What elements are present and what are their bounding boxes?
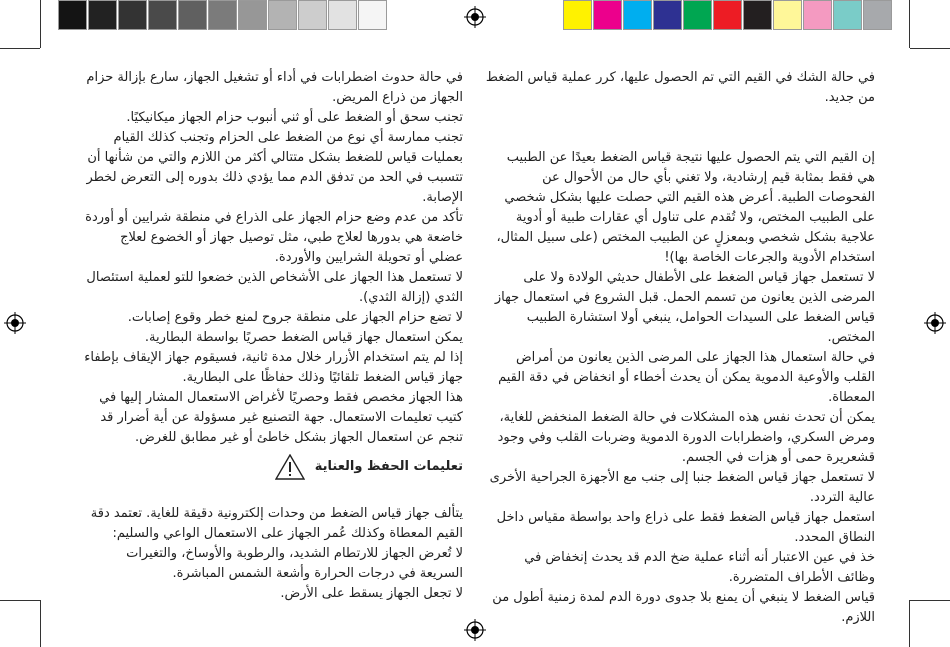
left-text-column <box>83 68 463 604</box>
crop-mark <box>909 600 910 647</box>
grayscale-calibration-strip <box>58 0 388 34</box>
color-swatch <box>148 0 177 30</box>
paragraph: في حالة حدوث اضطرابات في أداء أو تشغيل الجهاز، سارع بإزالة حزام الجهاز من ذراع المريض. <box>86 70 463 105</box>
crop-mark <box>909 0 910 48</box>
crop-mark <box>910 600 950 601</box>
right-text-column <box>485 68 875 628</box>
color-swatch <box>298 0 327 30</box>
paragraph: لا تستعمل جهاز قياس الضغط جنبا إلى جنب مع الأجهزة الجراحية الأخرى عالية التردد. <box>489 470 875 505</box>
paragraph: تأكد من عدم وضع حزام الجهاز على الذراع في منطقة شرايين أو أوردة خاضعة هي بدورها لعلاج طبي، مثل توصيل جهاز أو الخضوع لعلاج عضلي أو تحويلة الشرايين والأوردة. <box>85 210 463 265</box>
color-swatch <box>358 0 387 30</box>
color-swatch <box>833 0 862 30</box>
care-section-heading <box>83 454 463 480</box>
registration-mark-icon <box>4 312 26 334</box>
crop-mark <box>910 48 950 49</box>
paragraph: لا تجعل الجهاز يسقط على الأرض. <box>280 586 463 601</box>
color-swatch <box>328 0 357 30</box>
paragraph: هذا الجهاز مخصص فقط وحصريًا لأغراض الاستعمال المشار إليها في كتيب تعليمات الاستعمال. جهة التصنيع غير مسؤولة عن أية أضرار قد تنجم عن استعمال الجهاز بشكل خاطئ أو غير مطابق للغرض. <box>99 390 463 445</box>
paragraph: يمكن أن تحدث نفس هذه المشكلات في حالة الضغط المنخفض للغاية، ومرض السكري، واضطرابات الدورة الدموية وضربات القلب وفي وجود قشعريرة حمى أو هزات في الجسم. <box>497 410 875 465</box>
color-swatch <box>563 0 592 30</box>
paragraph: لا تُعرض الجهاز للارتطام الشديد، والرطوبة والأوساخ، والتغيرات السريعة في درجات الحرارة وأشعة الشمس المباشرة. <box>126 546 463 581</box>
color-swatch <box>268 0 297 30</box>
paragraph: تجنب ممارسة أي نوع من الضغط على الحزام وتجنب كذلك القيام بعمليات قياس للضغط بشكل متتالي أكثر من اللازم والتي من شأنها أن تتسبب في الحد من تدفق الدم مما يؤدي ذلك بدوره إلى التعرض لخطر الإصابة. <box>86 130 463 205</box>
color-swatch <box>88 0 117 30</box>
color-swatch <box>743 0 772 30</box>
registration-mark-icon <box>464 619 486 641</box>
color-swatch <box>208 0 237 30</box>
color-calibration-strip <box>563 0 893 34</box>
color-swatch <box>863 0 892 30</box>
color-swatch <box>593 0 622 30</box>
crop-mark <box>0 48 40 49</box>
paragraph: استعمل جهاز قياس الضغط فقط على ذراع واحد بواسطة مقياس داخل النطاق المحدد. <box>496 510 875 545</box>
paragraph: يمكن استعمال جهاز قياس الضغط حصريًا بواسطة البطارية. <box>144 330 463 345</box>
section-title: تعليمات الحفظ والعناية <box>314 459 463 474</box>
crop-mark <box>40 600 41 647</box>
color-swatch <box>623 0 652 30</box>
paragraph: خذ في عين الاعتبار أنه أثناء عملية ضخ الدم قد يحدث إنخفاض في وظائف الأطراف المتضررة. <box>524 550 875 585</box>
color-swatch <box>653 0 682 30</box>
paragraph: قياس الضغط لا ينبغي أن يمنع بلا جدوى دورة الدم لمدة زمنية أطول من اللازم. <box>492 590 875 625</box>
color-swatch <box>803 0 832 30</box>
paragraph: لا تستعمل جهاز قياس الضغط على الأطفال حديثي الولادة ولا على المرضى الذين يعانون من تسمم الحمل. قبل الشروع في استعمال جهاز قياس الضغط على السيدات الحوامل، ينبغي أولا استشارة الطبيب المختص. <box>494 270 875 345</box>
paragraph: لا تضع حزام الجهاز على منطقة جروح لمنع خطر وقوع إصابات. <box>127 310 463 325</box>
color-swatch <box>238 0 267 30</box>
color-swatch <box>683 0 712 30</box>
color-swatch <box>58 0 87 30</box>
paragraph: في حالة الشك في القيم التي تم الحصول عليها، كرر عملية قياس الضغط من جديد. <box>485 70 875 105</box>
paragraph: يتألف جهاز قياس الضغط من وحدات إلكترونية دقيقة للغاية. تعتمد دقة القيم المعطاة وكذلك عُمر الجهاز على الاستعمال الواعي والسليم: <box>90 506 463 541</box>
paragraph: إن القيم التي يتم الحصول عليها نتيجة قياس الضغط بعيدًا عن الطبيب هي فقط بمثابة قيم إرشادية، ولا تغني بأي حال من الأحوال عن الفحوصات الطبية. أعرض هذه القيم التي حصلت عليها بشكل شخصي على الطبيب المختص، ولا تُقدم على تناول أي عقارات طبية أو أدوية علاجية بشكل شخصي وبمعزلٍ عن الطبيب المختص (على سبيل المثال، استخدام الأدوية والجرعات الخاصة بها)! <box>496 150 875 265</box>
paragraph: في حالة استعمال هذا الجهاز على المرضى الذين يعانون من أمراض القلب والأوعية الدموية يمكن أن يحدث أخطاء أو انخفاض في دقة القيم المعطاة. <box>498 350 875 405</box>
warning-triangle-icon <box>275 454 305 480</box>
paragraph: تجنب سحق أو الضغط على أو ثني أنبوب حزام الجهاز ميكانيكيًا. <box>126 110 463 125</box>
color-swatch <box>713 0 742 30</box>
color-swatch <box>773 0 802 30</box>
crop-mark <box>0 600 40 601</box>
paragraph: لا تستعمل هذا الجهاز على الأشخاص الذين خضعوا للتو لعملية استئصال الثدي (إزالة الثدي). <box>86 270 463 305</box>
color-swatch <box>118 0 147 30</box>
registration-mark-icon <box>464 6 486 28</box>
paragraph: إذا لم يتم استخدام الأزرار خلال مدة ثانية، فسيقوم جهاز الإيقاف بإطفاء جهاز قياس الضغط تلقائيًا وذلك حفاظًا على البطارية. <box>84 350 463 385</box>
crop-mark <box>40 0 41 48</box>
color-swatch <box>178 0 207 30</box>
registration-mark-icon <box>924 312 946 334</box>
